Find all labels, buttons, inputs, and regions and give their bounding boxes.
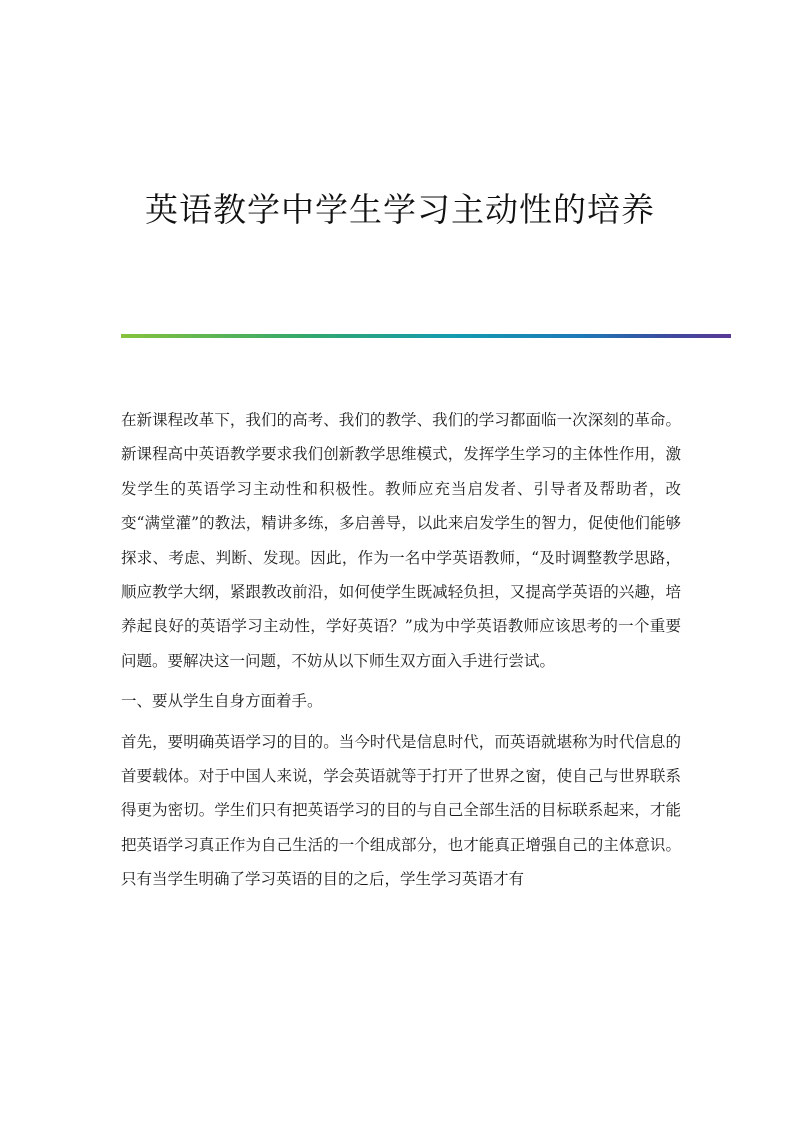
body-paragraph: 首先，要明确英语学习的目的。当今时代是信息时代，而英语就堪称为时代信息的首要载体。对于中国人来说，学会英语就等于打开了世界之窗，使自己与世界联系得更为密切。学生们只有把英语学习的目的与自己全部生活的目标联系起来，才能把英语学习真正作为自己生活的一个组成部分，也才能真正增强自己的主体意识。只有当学生明确了学习英语的目的之后，学生学习英语才有: [121, 732, 681, 889]
document-title: 英语教学中学生学习主动性的培养: [145, 190, 655, 229]
document-body: [121, 403, 681, 903]
gradient-divider: [121, 334, 731, 338]
body-paragraph: 在新课程改革下，我们的高考、我们的教学、我们的学习都面临一次深刻的革命。新课程高中英语教学要求我们创新教学思维模式，发挥学生学习的主体性作用，激发学生的英语学习主动性和积极性。教师应充当启发者、引导者及帮助者，改变“满堂灌”的教法，精讲多练，多启善导，以此来启发学生的智力，促使他们能够探求、考虑、判断、发现。因此，作为一名中学英语教师，“及时调整教学思路，顺应教学大纲，紧跟教改前沿，如何使学生既减轻负担，又提高学英语的兴趣，培养起良好的英语学习主动性，学好英语？”成为中学英语教师应该思考的一个重要问题。要解决这一问题，不妨从以下师生双方面入手进行尝试。: [121, 411, 681, 670]
section-heading: 一、要从学生自身方面着手。: [121, 692, 323, 711]
